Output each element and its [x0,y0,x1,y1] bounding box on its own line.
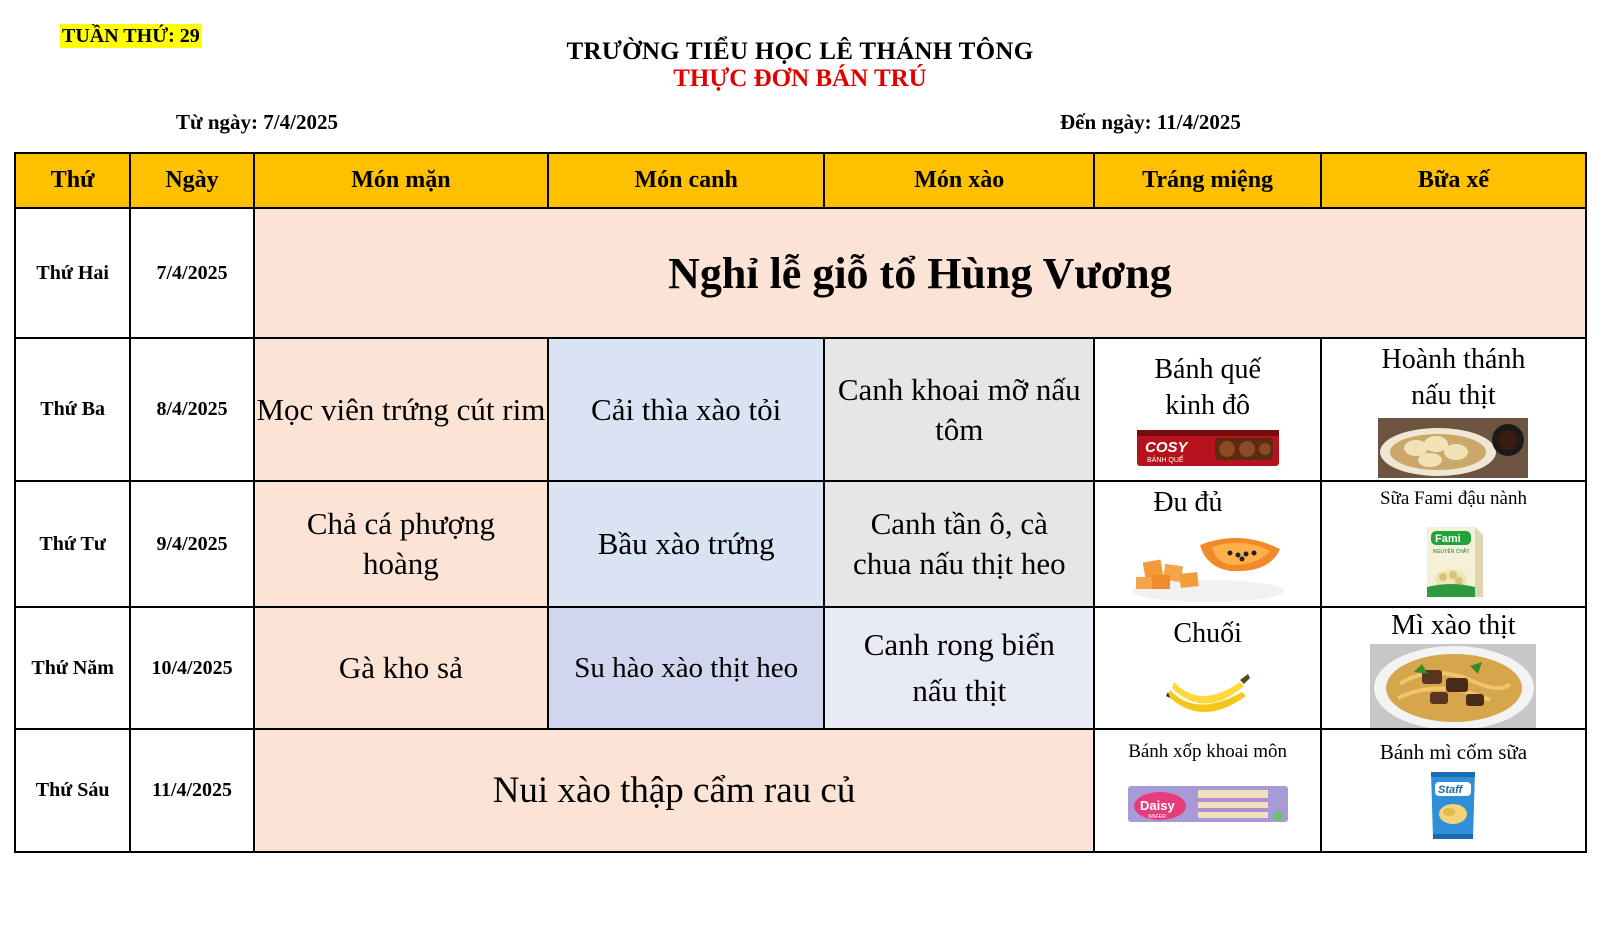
col-header-day: Thứ [15,153,130,208]
table-row [15,208,1586,338]
soup-cell: Cải thìa xào tỏi [548,338,824,481]
day-cell: Thứ Ba [15,338,130,481]
day-cell: Thứ Hai [15,208,130,338]
main-dish-cell [254,481,548,607]
snack-cell [1321,729,1586,852]
wonton-soup-image [1378,418,1528,478]
soy-milk-carton-image [1417,521,1489,601]
main-dish-cell: Mọc viên trứng cút rim [254,338,548,481]
snack-cell [1321,607,1586,729]
day-cell: Thứ Tư [15,481,130,607]
snack-label: Mì xào thịt [1391,610,1516,641]
dessert-cell [1094,481,1321,607]
week-number: TUẦN THỨ: 29 [62,25,200,47]
menu-title: THỰC ĐƠN BÁN TRÚ [673,65,927,92]
day-cell: Thứ Năm [15,607,130,729]
stir-fry-cell: Canh khoai mỡ nấu tôm [824,338,1094,481]
snack-cell [1321,338,1586,481]
staff-logo: Staff [1438,784,1463,796]
day-cell: Thứ Sáu [15,729,130,852]
header-row [15,153,1586,208]
papaya-image [1130,525,1286,603]
wafer-cookie-image [1128,782,1288,826]
daisy-sub: WAFER [1147,814,1166,820]
col-header-dessert: Tráng miệng [1094,153,1321,208]
snack-bag-image [1425,768,1481,842]
col-header-stir-fry: Món xào [824,153,1094,208]
table-row [15,338,1586,481]
col-header-main-dish: Món mặn [254,153,548,208]
main-dish-text: Chả cá phượng hoàng [306,506,495,581]
fami-sub: NGUYÊN CHẤT [1433,549,1470,555]
date-cell: 10/4/2025 [130,607,253,729]
dessert-label: Đu đủ [1153,487,1223,518]
date-cell: 8/4/2025 [130,338,253,481]
dessert-cell [1094,729,1321,852]
stir-fry-text: Canh rong biển nấu thịt [863,627,1055,708]
table-row [15,729,1586,852]
stir-fry-cell [824,607,1094,729]
dessert-label: Bánh quế kinh đô [1154,353,1261,421]
snack-label: Sữa Fami đậu nành [1379,488,1527,509]
date-cell: 7/4/2025 [130,208,253,338]
snack-label: Bánh mì cốm sữa [1379,740,1528,764]
stir-fry-text: Canh tần ô, cà chua nấu thịt heo [852,506,1066,581]
banana-image [1166,662,1250,720]
snack-label: Hoành thánh nấu thịt [1381,343,1526,411]
from-date: Từ ngày: 7/4/2025 [176,110,338,134]
holiday-cell: Nghỉ lễ giỗ tổ Hùng Vương [254,208,1586,338]
date-cell: 11/4/2025 [130,729,253,852]
cosy-sub: BÁNH QUẾ [1146,456,1184,464]
soup-cell: Bầu xào trứng [548,481,824,607]
date-cell: 9/4/2025 [130,481,253,607]
snack-cell [1321,481,1586,607]
stir-fry-cell [824,481,1094,607]
dessert-label: Chuối [1173,618,1242,649]
fami-logo: Fami [1435,533,1462,545]
school-name: TRƯỜNG TIỂU HỌC LÊ THÁNH TÔNG [566,38,1034,65]
dessert-label: Bánh xốp khoai môn [1128,741,1288,762]
col-header-snack: Bữa xế [1321,153,1586,208]
col-header-date: Ngày [130,153,253,208]
soup-cell: Su hào xào thịt heo [548,607,824,729]
table-row [15,607,1586,729]
daisy-logo: Daisy [1139,798,1175,813]
table-row [15,481,1586,607]
stir-fried-noodles-image [1370,644,1536,728]
to-date: Đến ngày: 11/4/2025 [1060,110,1241,134]
col-header-soup: Món canh [548,153,824,208]
cosy-logo: COSY [1144,438,1188,456]
combined-dish-cell: Nui xào thập cẩm rau củ [254,729,1095,852]
dessert-cell [1094,338,1321,481]
main-dish-cell: Gà kho sả [254,607,548,729]
dessert-cell [1094,607,1321,729]
menu-table [14,152,1587,853]
wafer-package-image [1137,428,1279,468]
